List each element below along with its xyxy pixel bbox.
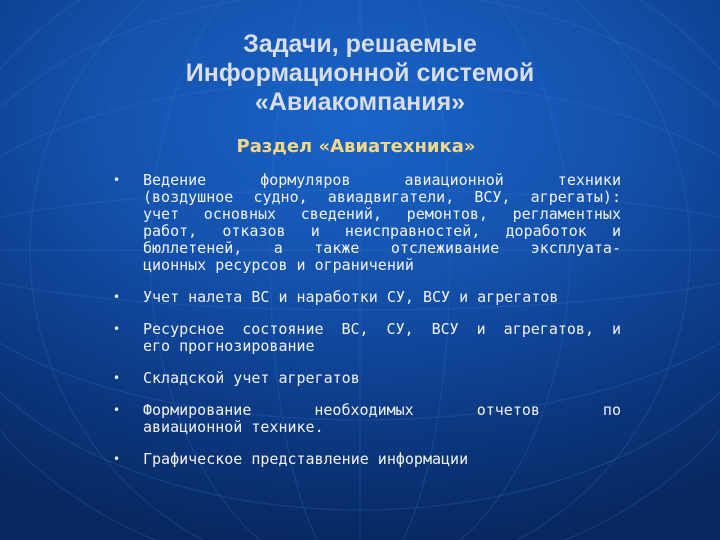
bullet-icon: • xyxy=(113,173,121,187)
text-line: Графическое представление информации xyxy=(143,450,469,468)
list-item xyxy=(113,321,621,355)
title-line: Информационной системой xyxy=(185,59,535,87)
text-line: Учет налета ВС и наработки СУ, ВСУ и агрегатов xyxy=(143,288,559,306)
title-line: Задачи, решаемые xyxy=(243,30,477,58)
list-item-text xyxy=(143,402,621,436)
task-list xyxy=(113,172,621,483)
bullet-icon: • xyxy=(113,452,121,466)
text-line: (воздушное судно, авиадвигатели, ВСУ, агрегаты): xyxy=(143,188,621,206)
text-line: работ, отказов и неисправностей, доработок и xyxy=(143,222,621,240)
text-line: бюллетеней, а также отслеживание эксплуата- xyxy=(143,239,621,257)
list-item xyxy=(113,451,621,468)
list-item xyxy=(113,289,621,306)
text-line: ционных ресурсов и ограничений xyxy=(143,256,414,274)
title-line: «Авиакомпания» xyxy=(254,88,466,116)
text-line: Ведение формуляров авиационной техники xyxy=(143,171,621,189)
text-line: Складской учет агрегатов xyxy=(143,369,360,387)
list-item-text xyxy=(143,321,621,355)
text-line: учет основных сведений, ремонтов, регламентных xyxy=(143,205,621,223)
bullet-icon: • xyxy=(113,322,121,336)
bullet-icon: • xyxy=(113,290,121,304)
text-line: Ресурсное состояние ВС, СУ, ВСУ и агрегатов, и xyxy=(143,320,621,338)
list-item xyxy=(113,172,621,274)
list-item-text xyxy=(143,370,621,387)
list-item-text xyxy=(143,289,621,306)
slide-title xyxy=(130,30,590,117)
bullet-icon: • xyxy=(113,403,121,417)
bullet-icon: • xyxy=(113,371,121,385)
list-item xyxy=(113,402,621,436)
section-subtitle xyxy=(0,136,720,157)
list-item-text xyxy=(143,172,621,274)
text-line: его прогнозирование xyxy=(143,337,315,355)
list-item-text xyxy=(143,451,621,468)
text-line: авиационной технике. xyxy=(143,418,324,436)
text-line: Формирование необходимых отчетов по xyxy=(143,401,621,419)
section-subtitle-text: Раздел «Авиатехника» xyxy=(236,136,476,157)
list-item xyxy=(113,370,621,387)
